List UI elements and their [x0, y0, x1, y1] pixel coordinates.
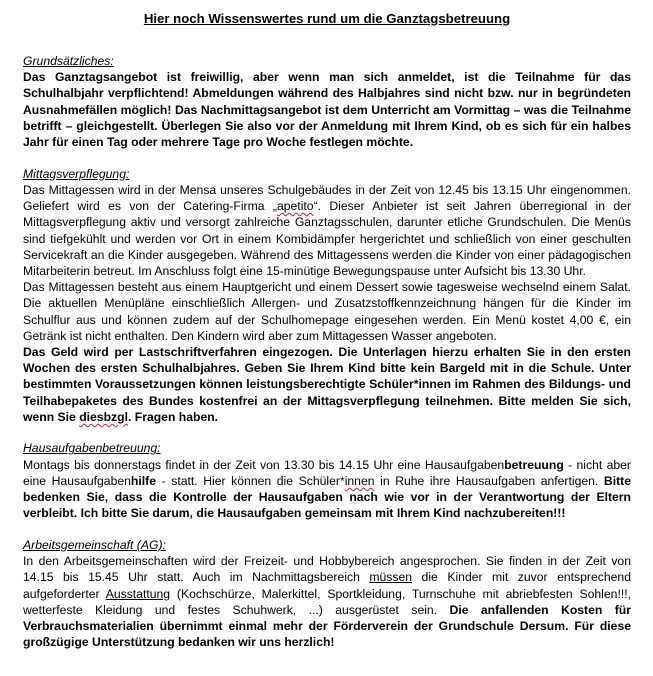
paragraph	[23, 69, 631, 150]
text-run: - statt. Hier können die Schüler*	[155, 473, 345, 488]
text-run: innen	[344, 473, 375, 488]
paragraph	[23, 553, 631, 650]
paragraph	[23, 279, 631, 344]
text-run: Das Ganztagsangebot ist freiwillig, aber wenn man sich anmeldet, ist die Teilnahme für das Schulhalbjahr verpflichtend! Abmeldungen während des Halbjahres sind nicht bzw. nur in begründeten Ausnahmefällen möglich! Das Nachmittagsangebot ist dem Unterricht am Vormittag – was die Teilnahme betrifft – gleichgestellt. Überlegen Sie also vor der Anmeldung mit Ihrem Kind, ob es sich für ein halbes Jahr für einen Tag oder mehrere Tage pro Woche festlegen möchte.	[23, 70, 631, 150]
text-run: Das Mittagessen besteht aus einem Hauptgericht und einem Dessert sowie tagesweise wechselnd einem Salat. Die aktuellen Menüpläne einschließlich Allergen- und Zusatzstoffkennzeichnung hängen für die Kinder im Schulflur aus und können zudem auf der Schulhomepage eingesehen werden. Ein Menü kostet 4,00 €, ein Getränk ist nicht enthalten. Den Kindern wird aber zum Mittagessen Wasser angeboten.	[23, 280, 631, 343]
text-run: In den Arbeitsgemeinschaften wird der Freizeit- und Hobbybereich angesprochen. Sie finden in der Zeit von 14.15 bis 15.45 Uhr statt. Auch im Nachmittagsbereich	[23, 554, 631, 585]
text-run: apetito	[276, 199, 314, 214]
text-run: (Kochschürze, Malerkittel, Sportkleidung, Turnschuhe mit abriebfesten Sohlen!!!, wetterfeste Kleidung und festes Schuhwerk, ...) ausgerüstet sein.	[23, 586, 631, 617]
text-run: - nicht aber eine Hausaufgaben	[23, 457, 631, 488]
section	[23, 166, 631, 425]
paragraph	[23, 344, 631, 425]
text-run: Montags bis donnerstags findet in der Zeit von 13.30 bis 14.15 Uhr eine Hausaufgaben	[23, 457, 505, 472]
paragraph	[23, 182, 631, 279]
text-run: Das Geld wird per Lastschriftverfahren eingezogen. Die Unterlagen hierzu erhalten Sie in den ersten Wochen des ersten Schulhalbjahres. Geben Sie Ihrem Kind bitte kein Bargeld mit in die Schule. Unter bestimmten Voraussetzungen können leistungsberechtigte Schüler*innen im Rahmen des Bildungs- und Teilhabepaketes des Bundes kostenfrei an der Mittagsverpflegung teilnehmen. Bitte melden Sie sich, wenn Sie	[23, 344, 631, 424]
text-run: Die anfallenden Kosten für Verbrauchsmaterialien übernimmt einmal mehr der Förderverein der Grundschule Dersum. Für diese großzügige Unterstützung bedanken wir uns herzlich!	[23, 602, 631, 650]
text-run: Bitte bedenken Sie, dass die Kontrolle der Hausaufgaben nach wie vor in der Verantwortung der Eltern verbleibt. Ich bitte Sie darum, die Hausaufgaben gemeinsam mit Ihrem Kind nachzubereiten!!!	[23, 473, 631, 521]
text-run: Das Mittagessen wird in der Mensa unseres Schulgebäudes in der Zeit von 12.45 bis 13.15 Uhr eingenommen. Geliefert wird es von der Catering-Firma „	[23, 182, 631, 214]
text-run: in Ruhe ihre Hausaufgaben anfertigen.	[374, 473, 604, 488]
section-heading: Hausaufgabenbetreuung:	[23, 441, 161, 456]
section-heading: Mittagsverpflegung:	[23, 166, 130, 181]
paragraph	[23, 457, 631, 522]
text-run: die Kinder mit zuvor entsprechend aufgeforderter	[23, 570, 631, 601]
text-run: Ausstattung	[105, 586, 171, 601]
text-run: . Fragen haben.	[127, 409, 219, 424]
section	[23, 440, 631, 521]
section	[23, 537, 631, 650]
section-heading: Arbeitsgemeinschaft (AG):	[23, 537, 166, 552]
section-heading: Grundsätzliches:	[23, 54, 114, 68]
document-body	[23, 53, 631, 650]
text-run: hilfe	[130, 473, 156, 488]
text-run: “. Dieser Anbieter ist seit Jahren überregional in der Mittagsverpflegung aktiv und versorgt zahlreiche Ganztagsschulen, darunter etliche Grundschulen. Die Menüs sind tiefgekühlt und werden vor Ort in einem Kombidämpfer hergerichtet und schließlich von einer geschulten Servicekraft an die Kinder ausgegeben. Während des Mittagessens werden die Kinder von einer pädagogischen Mitarbeiterin betreut. Im Anschluss folgt eine 15-minütige Bewegungspause unter Aufsicht bis 13.30 Uhr.	[23, 199, 632, 278]
text-run: diesbzgl	[79, 409, 128, 424]
document-title: Hier noch Wissenswertes rund um die Ganztagsbetreuung	[143, 11, 511, 26]
section	[23, 53, 631, 150]
text-run: müssen	[369, 570, 413, 585]
text-run: betreuung	[504, 457, 564, 472]
